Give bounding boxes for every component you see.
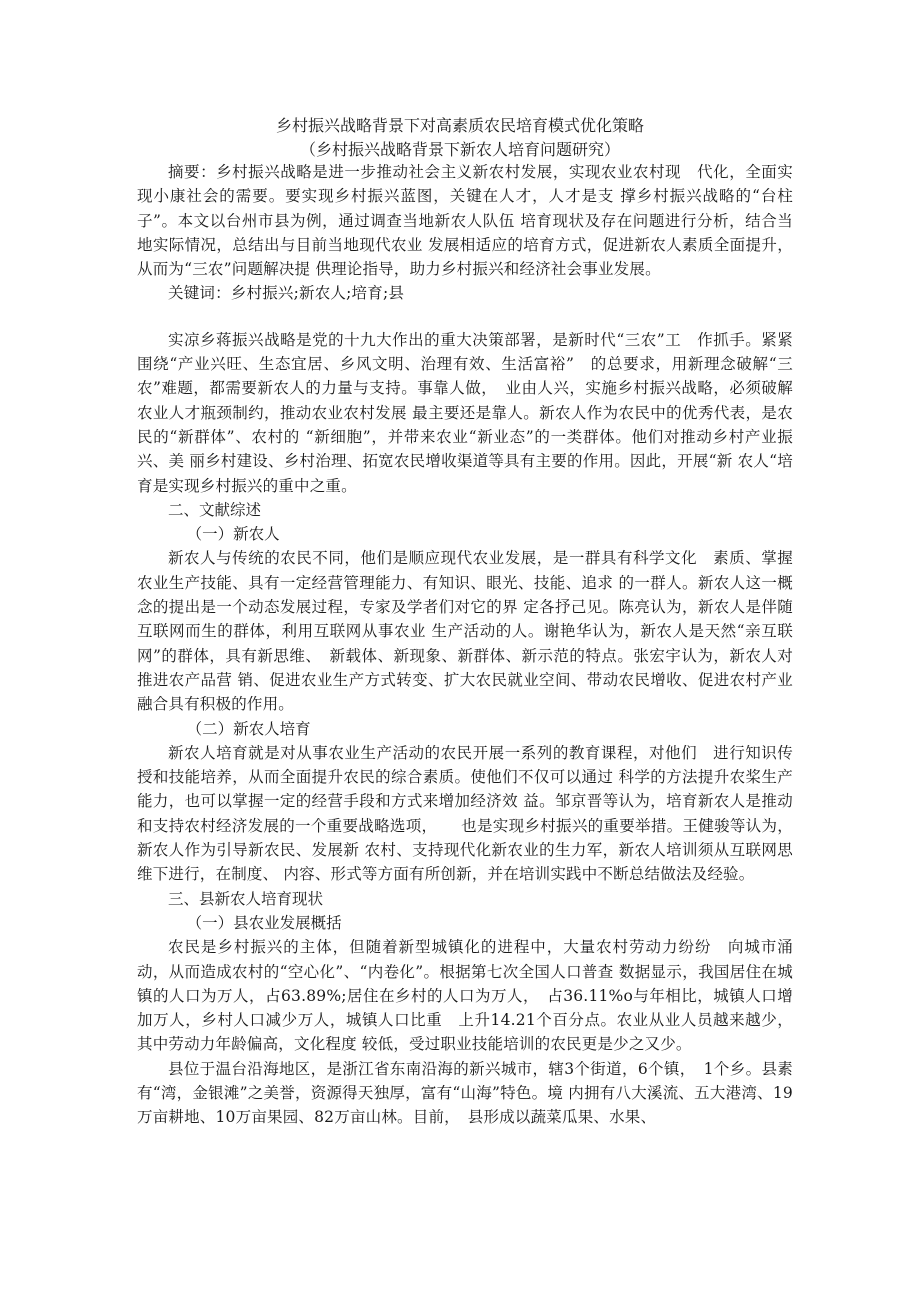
subsection-heading-new-farmers: （一）新农人 xyxy=(186,525,280,544)
section-heading-county-status: 三、县新农人培育现状 xyxy=(168,889,324,908)
document-subtitle: （乡村振兴战略背景下新农人培育问题研究） xyxy=(299,140,620,159)
abstract-paragraph: 摘要：乡村振兴战略是进一步推动社会主义新农村发展，实现农业农村现 代化，全面实现小康社会的需要。要实现乡村振兴蓝图，关键在人才，人才是支 撑乡村振兴战略的“台柱子”。本文以台州市县为例，通过调查当地新农人队伍 培育现状及存在问题进行分析，结合当地实际情况，总结出与目前当地现代农业 发展相适应的培育方式，促进新农人素质全面提升，从而为“三农”问题解决提 供理论指导，助力乡村振兴和经济社会事业发展。 xyxy=(137,163,793,279)
agriculture-overview-paragraph-2: 县位于温台沿海地区，是浙江省东南沿海的新兴城市，辖3个街道，6个镇， 1个乡。县素有“湾，金银滩”之美誉，资源得天独厚，富有“山海”特色。境 内拥有八大溪流、五大港湾、19万亩耕地、10万亩果园、82万亩山林。目前， 县形成以蔬菜瓜果、水果、 xyxy=(137,1059,793,1127)
section-heading-literature-review: 二、文献综述 xyxy=(168,500,262,519)
new-farmers-paragraph: 新农人与传统的农民不同，他们是顺应现代农业发展，是一群具有科学文化 素质、掌握农业生产技能、具有一定经营管理能力、有知识、眼光、技能、追求 的一群人。新农人这一概念的提出是一个动态发展过程，专家及学者们对它的界 定各抒己见。陈亮认为，新农人是伴随互联网而生的群体，利用互联网从事农业 生产活动的人。谢艳华认为，新农人是天然“亲互联网”的群体，具有新思维、 新载体、新现象、新群体、新示范的特点。张宏宇认为，新农人对推进农产品营 销、促进农业生产方式转变、扩大农民就业空间、带动农民增收、促进农村产业 融合具有积极的作用。 xyxy=(137,549,793,714)
subsection-heading-agriculture-overview: （一）县农业发展概括 xyxy=(186,913,342,932)
document-body xyxy=(137,160,793,1130)
new-farmer-training-paragraph: 新农人培育就是对从事农业生产活动的农民开展一系列的教育课程，对他们 进行知识传授和技能培养，从而全面提升农民的综合素质。使他们不仅可以通过 科学的方法提升农桨生产能力，也可以掌握一定的经营手段和方式来增加经济效 益。邹京晋等认为，培育新农人是推动和支持农村经济发展的一个重要战略选项， 也是实现乡村振兴的重要举措。王健骏等认为，新农人作为引导新农民、发展新 农村、支持现代化新农业的生力军，新农人培训须从互联网思维下进行，在制度、 内容、形式等方面有所创新，并在培训实践中不断总结做法及经验。 xyxy=(137,743,793,884)
document-title: 乡村振兴战略背景下对高素质农民培育模式优化策略 xyxy=(275,116,644,135)
intro-paragraph: 实凉乡蒋振兴战略是党的十九大作出的重大决策部署，是新时代“三农”工 作抓手。紧紧围绕“产业兴旺、生态宜居、乡风文明、治理有效、生活富裕” 的总要求，用新理念破解“三农”难题，都需要新农人的力量与支持。事靠人做， 业由人兴，实施乡村振兴战略，必须破解农业人才瓶颈制约，推动农业农村发展 最主要还是靠人。新农人作为农民中的优秀代表，是农民的“新群体”、农村的 “新细胞”，并带来农业“新业态”的一类群体。他们对推动乡村产业振兴、美 丽乡村建设、乡村治理、拓宽农民增收渠道等具有主要的作用。因此，开展“新 农人“培育是实现乡村振兴的重中之重。 xyxy=(137,330,793,495)
keywords-line: 关键词：乡村振兴;新农人;培育;县 xyxy=(168,284,405,303)
paragraph-gap xyxy=(137,306,793,328)
agriculture-overview-paragraph-1: 农民是乡村振兴的主体，但随着新型城镇化的进程中，大量农村劳动力纷纷 向城市涌动，从而造成农村的“空心化”、“内卷化”。根据第七次全国人口普查 数据显示，我国居住在城镇的人口为万人，占63.89%;居住在乡村的人口为万人， 占36.11%o与年相比，城镇人口增加万人，乡村人口减少万人，城镇人口比重 上升14.21个百分点。农业从业人员越来越少，其中劳动力年龄偏高，文化程度 较低，受过职业技能培训的农民更是少之又少。 xyxy=(137,938,793,1054)
subsection-heading-new-farmer-training: （二）新农人培育 xyxy=(186,719,311,738)
